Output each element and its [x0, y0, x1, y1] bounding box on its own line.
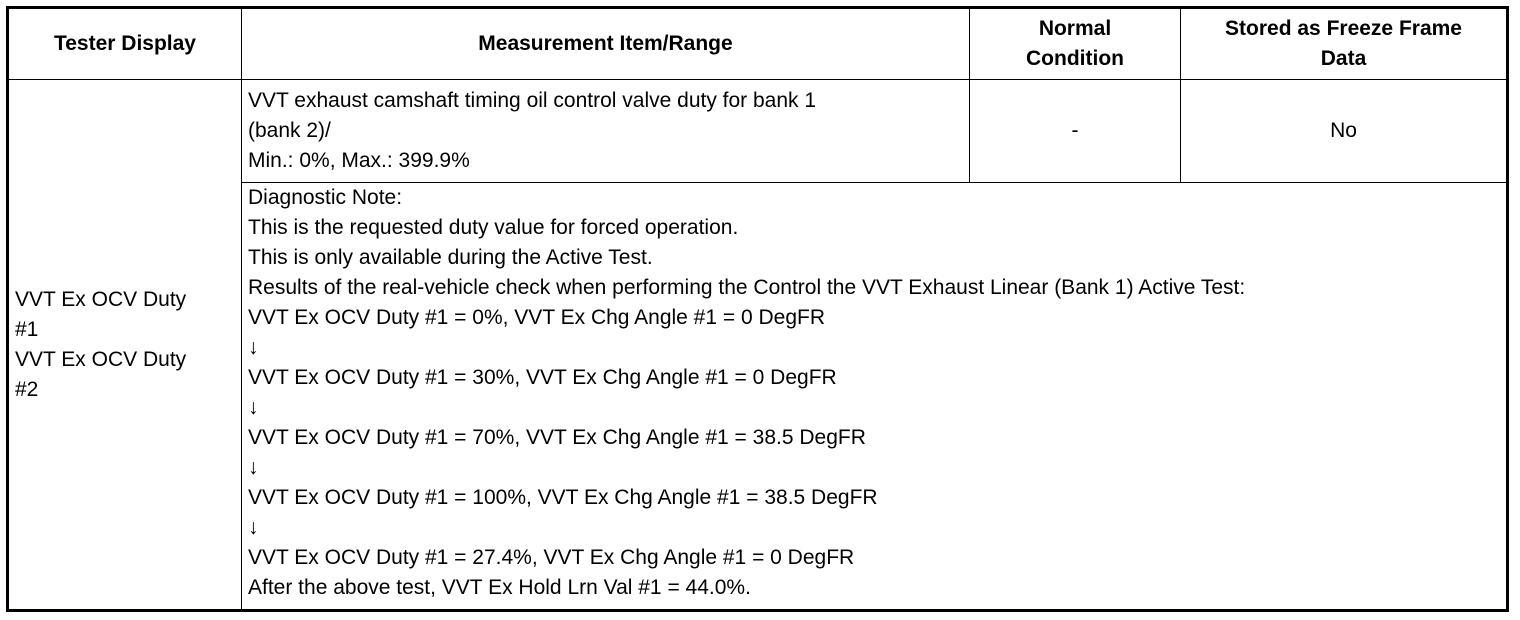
- normal-condition-cell: [970, 80, 1181, 183]
- header-row: [8, 8, 1508, 80]
- header-normal-line-2: Condition: [1026, 47, 1124, 70]
- tester-display-line: #2: [15, 377, 39, 401]
- tester-display-line: VVT Ex OCV Duty: [15, 347, 187, 371]
- note-heading: Diagnostic Note:: [248, 186, 403, 209]
- note-line: VVT Ex OCV Duty #1 = 30%, VVT Ex Chg Angle #1 = 0 DegFR: [248, 366, 837, 389]
- spec-table: [6, 6, 1509, 612]
- down-arrow-icon: ↓: [248, 396, 259, 419]
- header-tester-display-label: Tester Display: [53, 32, 196, 55]
- table-row: [8, 80, 1508, 183]
- header-normal-line-1: Normal: [1038, 17, 1112, 40]
- freeze-frame-cell: [1181, 80, 1508, 183]
- measurement-line: Min.: 0%, Max.: 399.9%: [248, 149, 470, 172]
- down-arrow-icon: ↓: [248, 456, 259, 479]
- note-line: VVT Ex OCV Duty #1 = 0%, VVT Ex Chg Angle #1 = 0 DegFR: [248, 306, 826, 329]
- note-line: Results of the real-vehicle check when performing the Control the VVT Exhaust Linear (Bank 1) Active Test:: [248, 276, 1246, 299]
- header-freeze-line-1: Stored as Freeze Frame: [1225, 17, 1462, 40]
- measurement-cell: [242, 80, 970, 183]
- note-line: VVT Ex OCV Duty #1 = 27.4%, VVT Ex Chg Angle #1 = 0 DegFR: [248, 546, 855, 569]
- note-line: After the above test, VVT Ex Hold Lrn Val #1 = 44.0%.: [248, 576, 751, 599]
- note-line: This is only available during the Active Test.: [248, 246, 653, 269]
- diagnostic-note-cell: [242, 183, 1508, 611]
- tester-display-cell: [8, 80, 242, 611]
- down-arrow-icon: ↓: [248, 336, 259, 359]
- normal-condition-value: -: [1071, 119, 1079, 142]
- header-freeze-line-2: Data: [1320, 47, 1367, 70]
- header-tester-display: [8, 8, 242, 80]
- measurement-line: (bank 2)/: [248, 119, 331, 142]
- tester-display-line: VVT Ex OCV Duty: [15, 287, 187, 311]
- header-normal-condition: [970, 8, 1181, 80]
- freeze-frame-value: No: [1330, 119, 1357, 142]
- note-line: VVT Ex OCV Duty #1 = 70%, VVT Ex Chg Angle #1 = 38.5 DegFR: [248, 426, 866, 449]
- tester-display-line: #1: [15, 317, 39, 341]
- measurement-line: VVT exhaust camshaft timing oil control valve duty for bank 1: [248, 89, 817, 112]
- header-measurement-label: Measurement Item/Range: [478, 32, 733, 55]
- note-line: This is the requested duty value for forced operation.: [248, 216, 739, 239]
- down-arrow-icon: ↓: [248, 516, 259, 539]
- header-freeze-frame: [1181, 8, 1508, 80]
- note-line: VVT Ex OCV Duty #1 = 100%, VVT Ex Chg Angle #1 = 38.5 DegFR: [248, 486, 878, 509]
- header-measurement: [242, 8, 970, 80]
